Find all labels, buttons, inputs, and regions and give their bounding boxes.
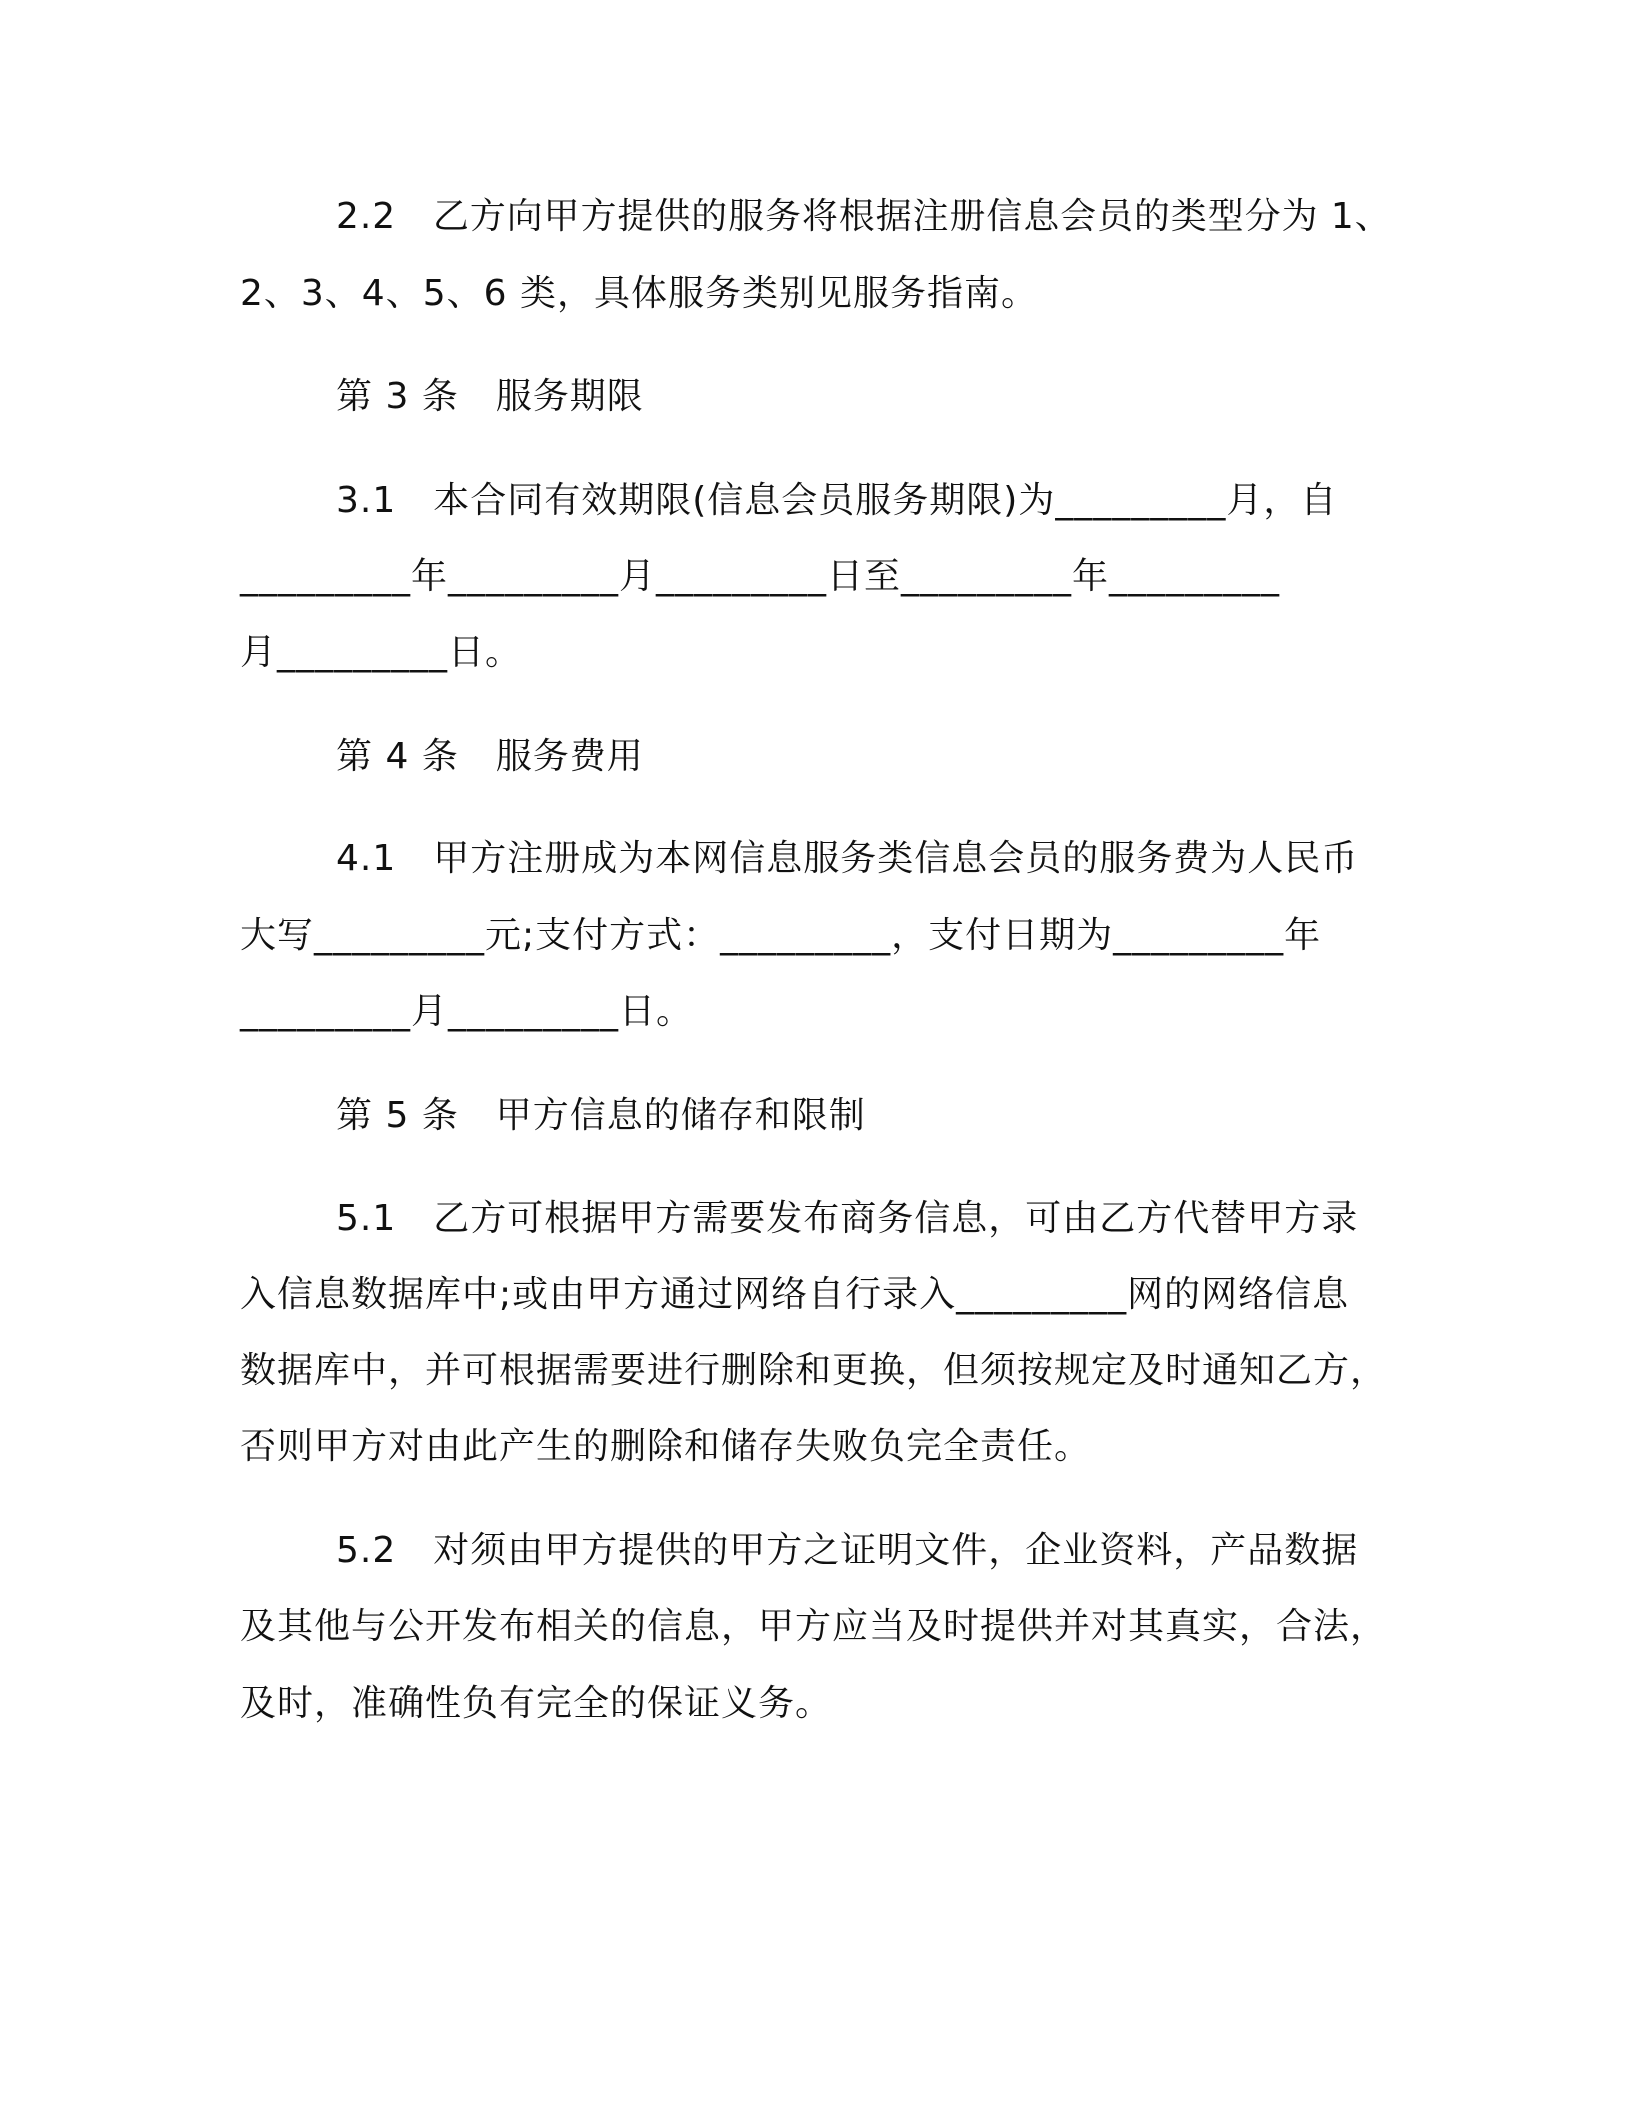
clause-3-1-line-2: _________年_________月_________日至_________年_________ xyxy=(240,556,1280,597)
clause-5-1-line-3: 数据库中，并可根据需要进行删除和更换，但须按规定及时通知乙方， xyxy=(240,1350,1388,1391)
clause-5-1-line-4: 否则甲方对由此产生的删除和储存失败负完全责任。 xyxy=(240,1426,1092,1467)
clause-5-1-line-1: 5.1 乙方可根据甲方需要发布商务信息，可由乙方代替甲方录 xyxy=(336,1198,1359,1239)
clause-5-2-line-3: 及时，准确性负有完全的保证义务。 xyxy=(240,1683,833,1724)
clause-4-1-line-1: 4.1 甲方注册成为本网信息服务类信息会员的服务费为人民币 xyxy=(336,838,1359,879)
clause-4-1-line-3: _________月_________日。 xyxy=(240,991,694,1032)
article-3-heading: 第 3 条 服务期限 xyxy=(336,376,644,417)
clause-3-1-line-3: 月_________日。 xyxy=(240,632,523,673)
article-5-heading: 第 5 条 甲方信息的储存和限制 xyxy=(336,1095,866,1136)
clause-5-2-line-1: 5.2 对须由甲方提供的甲方之证明文件，企业资料，产品数据 xyxy=(336,1530,1359,1571)
article-4-heading: 第 4 条 服务费用 xyxy=(336,736,644,777)
clause-5-1-line-2: 入信息数据库中;或由甲方通过网络自行录入_________网的网络信息 xyxy=(240,1274,1350,1315)
clause-3-1-line-1: 3.1 本合同有效期限(信息会员服务期限)为_________月，自 xyxy=(336,480,1338,521)
clause-5-2-line-2: 及其他与公开发布相关的信息，甲方应当及时提供并对其真实，合法， xyxy=(240,1606,1388,1647)
clause-4-1-line-2: 大写_________元;支付方式：_________，支付日期为_________年 xyxy=(240,915,1322,956)
clause-2-2-line-2: 2、3、4、5、6 类，具体服务类别见服务指南。 xyxy=(240,273,1038,314)
clause-2-2-line-1: 2.2 乙方向甲方提供的服务将根据注册信息会员的类型分为 1、 xyxy=(336,196,1392,237)
